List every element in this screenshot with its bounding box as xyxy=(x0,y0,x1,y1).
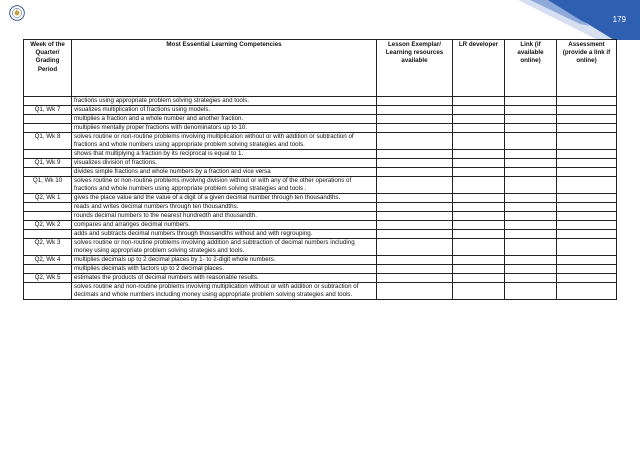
lesson-exemplar-cell xyxy=(377,230,453,239)
competency-cell: gives the place value and the value of a digit of a given decimal number through ten thousandths. xyxy=(72,194,377,203)
lr-developer-cell xyxy=(453,177,505,194)
assessment-cell xyxy=(557,265,617,274)
page-number: 179 xyxy=(612,15,626,24)
header-lesson-exemplar: Lesson Exemplar/ Learning resources available xyxy=(377,40,453,97)
competency-cell: compares and arranges decimal numbers. xyxy=(72,221,377,230)
lesson-exemplar-cell xyxy=(377,177,453,194)
lesson-exemplar-cell xyxy=(377,133,453,150)
assessment-cell xyxy=(557,221,617,230)
week-cell xyxy=(24,212,72,221)
link-cell xyxy=(505,124,557,133)
lr-developer-cell xyxy=(453,115,505,124)
table-row xyxy=(24,97,617,106)
table-row xyxy=(24,221,617,230)
competency-table xyxy=(23,39,617,300)
assessment-cell xyxy=(557,106,617,115)
week-cell: Q2, Wk 3 xyxy=(24,239,72,256)
table-row xyxy=(24,230,617,239)
competency-cell: adds and subtracts decimal numbers through thousandths without and with regrouping. xyxy=(72,230,377,239)
lesson-exemplar-cell xyxy=(377,106,453,115)
competency-cell: solves routine or non-routine problems involving multiplication without or with addition or subtraction of fractions and whole numbers using appropriate problem solving strategies and tools. xyxy=(72,133,377,150)
table-row xyxy=(24,168,617,177)
lr-developer-cell xyxy=(453,194,505,203)
link-cell xyxy=(505,256,557,265)
lr-developer-cell xyxy=(453,230,505,239)
lesson-exemplar-cell xyxy=(377,150,453,159)
competency-cell: multiplies decimals up to 2 decimal places by 1- to 2-digit whole numbers. xyxy=(72,256,377,265)
lesson-exemplar-cell xyxy=(377,274,453,283)
lesson-exemplar-cell xyxy=(377,115,453,124)
week-cell: Q1, Wk 9 xyxy=(24,159,72,168)
header-competency: Most Essential Learning Competencies xyxy=(72,40,377,97)
lr-developer-cell xyxy=(453,283,505,300)
competency-cell: multiplies mentally proper fractions with denominators up to 10. xyxy=(72,124,377,133)
link-cell xyxy=(505,106,557,115)
header-link: Link (if available online) xyxy=(505,40,557,97)
assessment-cell xyxy=(557,239,617,256)
week-cell xyxy=(24,115,72,124)
week-cell xyxy=(24,283,72,300)
assessment-cell xyxy=(557,168,617,177)
link-cell xyxy=(505,239,557,256)
lesson-exemplar-cell xyxy=(377,159,453,168)
competency-cell: estimates the products of decimal numbers with reasonable results. xyxy=(72,274,377,283)
table-row xyxy=(24,124,617,133)
week-cell: Q2, Wk 4 xyxy=(24,256,72,265)
week-cell: Q1, Wk 7 xyxy=(24,106,72,115)
lesson-exemplar-cell xyxy=(377,194,453,203)
table-body xyxy=(24,97,617,300)
competency-cell: reads and writes decimal numbers through ten thousandths. xyxy=(72,203,377,212)
lr-developer-cell xyxy=(453,133,505,150)
lesson-exemplar-cell xyxy=(377,212,453,221)
competency-cell: shows that multiplying a fraction by its reciprocal is equal to 1. xyxy=(72,150,377,159)
lesson-exemplar-cell xyxy=(377,239,453,256)
week-cell xyxy=(24,150,72,159)
assessment-cell xyxy=(557,203,617,212)
lesson-exemplar-cell xyxy=(377,221,453,230)
table-row xyxy=(24,150,617,159)
lr-developer-cell xyxy=(453,274,505,283)
table-row xyxy=(24,115,617,124)
assessment-cell xyxy=(557,133,617,150)
lr-developer-cell xyxy=(453,106,505,115)
competency-cell: solves routine or non-routine problems involving division without or with any of the other operations of fractions and whole numbers using appropriate problem solving strategies and tools . xyxy=(72,177,377,194)
week-cell xyxy=(24,168,72,177)
link-cell xyxy=(505,194,557,203)
week-cell xyxy=(24,97,72,106)
deped-seal-icon xyxy=(9,5,25,21)
table-row xyxy=(24,203,617,212)
link-cell xyxy=(505,150,557,159)
assessment-cell xyxy=(557,274,617,283)
week-cell: Q2, Wk 2 xyxy=(24,221,72,230)
assessment-cell xyxy=(557,115,617,124)
lr-developer-cell xyxy=(453,168,505,177)
table-row xyxy=(24,265,617,274)
link-cell xyxy=(505,159,557,168)
lesson-exemplar-cell xyxy=(377,283,453,300)
competency-cell: visualizes multiplication of fractions using models. xyxy=(72,106,377,115)
assessment-cell xyxy=(557,177,617,194)
week-cell xyxy=(24,230,72,239)
lr-developer-cell xyxy=(453,150,505,159)
week-cell: Q2, Wk 1 xyxy=(24,194,72,203)
lr-developer-cell xyxy=(453,265,505,274)
table-row xyxy=(24,274,617,283)
table-row xyxy=(24,239,617,256)
link-cell xyxy=(505,203,557,212)
lesson-exemplar-cell xyxy=(377,256,453,265)
link-cell xyxy=(505,212,557,221)
lr-developer-cell xyxy=(453,124,505,133)
lesson-exemplar-cell xyxy=(377,168,453,177)
lr-developer-cell xyxy=(453,159,505,168)
link-cell xyxy=(505,115,557,124)
week-cell: Q1, Wk 8 xyxy=(24,133,72,150)
lr-developer-cell xyxy=(453,212,505,221)
competency-cell: multiplies decimals with factors up to 2 decimal places. xyxy=(72,265,377,274)
lr-developer-cell xyxy=(453,256,505,265)
competency-cell: fractions using appropriate problem solving strategies and tools. xyxy=(72,97,377,106)
week-cell xyxy=(24,124,72,133)
competency-cell: visualizes division of fractions. xyxy=(72,159,377,168)
lesson-exemplar-cell xyxy=(377,203,453,212)
link-cell xyxy=(505,133,557,150)
link-cell xyxy=(505,221,557,230)
link-cell xyxy=(505,230,557,239)
assessment-cell xyxy=(557,150,617,159)
competency-cell: rounds decimal numbers to the nearest hundredth and thousandth. xyxy=(72,212,377,221)
lesson-exemplar-cell xyxy=(377,124,453,133)
table-row xyxy=(24,133,617,150)
lr-developer-cell xyxy=(453,203,505,212)
week-cell xyxy=(24,203,72,212)
table-row xyxy=(24,106,617,115)
link-cell xyxy=(505,274,557,283)
lesson-exemplar-cell xyxy=(377,265,453,274)
lr-developer-cell xyxy=(453,97,505,106)
assessment-cell xyxy=(557,124,617,133)
table-row xyxy=(24,212,617,221)
lr-developer-cell xyxy=(453,239,505,256)
competency-cell: solves routine and non-routine problems involving multiplication without or with addition or subtraction of decimals and whole numbers including money using appropriate problem solving strategies and tools. xyxy=(72,283,377,300)
link-cell xyxy=(505,97,557,106)
link-cell xyxy=(505,177,557,194)
header-lr-developer: LR developer xyxy=(453,40,505,97)
table-row xyxy=(24,194,617,203)
week-cell xyxy=(24,265,72,274)
link-cell xyxy=(505,283,557,300)
assessment-cell xyxy=(557,230,617,239)
week-cell: Q1, Wk 10 xyxy=(24,177,72,194)
table-row xyxy=(24,283,617,300)
lr-developer-cell xyxy=(453,221,505,230)
link-cell xyxy=(505,265,557,274)
competency-cell: multiplies a fraction and a whole number and another fraction. xyxy=(72,115,377,124)
header-assessment: Assessment (provide a link if online) xyxy=(557,40,617,97)
competency-cell: divides simple fractions and whole numbers by a fraction and vice versa xyxy=(72,168,377,177)
table-row xyxy=(24,159,617,168)
week-cell: Q2, Wk 5 xyxy=(24,274,72,283)
assessment-cell xyxy=(557,159,617,168)
assessment-cell xyxy=(557,256,617,265)
lesson-exemplar-cell xyxy=(377,97,453,106)
header-week: Week of the Quarter/ Grading Period xyxy=(24,40,72,97)
assessment-cell xyxy=(557,97,617,106)
table-row xyxy=(24,177,617,194)
header-row xyxy=(24,40,617,97)
table-row xyxy=(24,256,617,265)
assessment-cell xyxy=(557,194,617,203)
assessment-cell xyxy=(557,283,617,300)
competency-cell: solves routine or non-routine problems involving addition and subtraction of decimal numbers including money using appropriate problem solving strategies and tools. xyxy=(72,239,377,256)
link-cell xyxy=(505,168,557,177)
assessment-cell xyxy=(557,212,617,221)
